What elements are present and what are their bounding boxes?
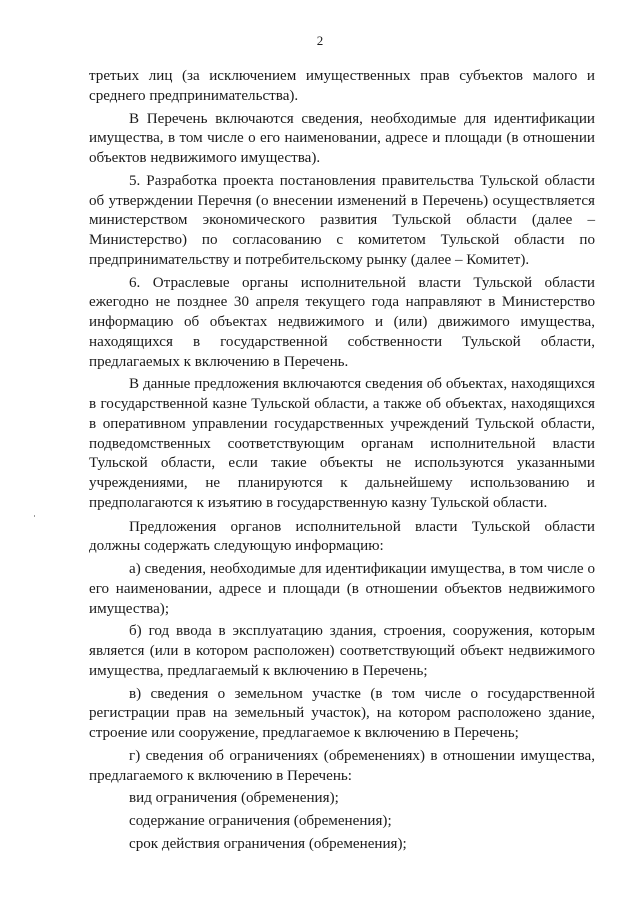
paragraph-continuation: третьих лиц (за исключением имущественных прав субъектов малого и среднего предпринимательства). xyxy=(89,68,595,104)
paragraph-proposals-requirements: Предложения органов исполнительной власти Тульской области должны содержать следующую информацию: xyxy=(89,518,595,555)
paragraph-proposals-content: В данные предложения включаются сведения об объектах, находящихся в государственной казне Тульской области, а также об объектах, находящихся в оперативном управлении государственных учреждений Тульской области, подведомственных соответствующим органам исполнительной власти Тульской области, если такие объекты не используются указанными учреждениями, не планируются к дальнейшему использованию и предполагаются к изъятию в государственную казну Тульской области. xyxy=(89,376,595,511)
list-line-term: срок действия ограничения (обременения); xyxy=(129,835,407,852)
list-line-content: содержание ограничения (обременения); xyxy=(129,813,392,829)
list-item-a: а) сведения, необходимые для идентификации имущества, в том числе о его наименовании, адресе и площади (в отношении объектов недвижимого имущества); xyxy=(89,561,595,617)
paragraph-perechen-info: В Перечень включаются сведения, необходимые для идентификации имущества, в том числе о его наименовании, адресе и площади (в отношении объектов недвижимого имущества). xyxy=(89,110,595,166)
list-item-v: в) сведения о земельном участке (в том числе о государственной регистрации прав на земельный участок), на котором расположено здание, строение или сооружение, предлагаемое к включению в Перечень; xyxy=(89,685,595,741)
list-item-b: б) год ввода в эксплуатацию здания, строения, сооружения, которым является (или в котором расположен) соответствующий объект недвижимого имущества, предлагаемый к включению в Перечень; xyxy=(89,623,595,679)
page-number: 2 xyxy=(316,33,324,48)
margin-mark xyxy=(34,515,35,517)
list-item-g: г) сведения об ограничениях (обременениях) в отношении имущества, предлагаемого к включению в Перечень: xyxy=(89,747,595,784)
paragraph-item-5: 5. Разработка проекта постановления правительства Тульской области об утверждении Перечня (о внесении изменений в Перечень) осуществляется министерством экономического развития Тульской области (далее – Министерство) по согласованию с комитетом Тульской области по предпринимательству и потребительскому рынку (далее – Комитет). xyxy=(89,172,595,268)
list-line-type: вид ограничения (обременения); xyxy=(129,790,339,807)
document-body xyxy=(89,67,595,855)
paragraph-item-6: 6. Отраслевые органы исполнительной власти Тульской области ежегодно не позднее 30 апреля текущего года направляют в Министерство информацию об объектах недвижимого и (или) движимого имущества, находящихся в государственной собственности Тульской области, предлагаемых к включению в Перечень. xyxy=(89,274,595,370)
